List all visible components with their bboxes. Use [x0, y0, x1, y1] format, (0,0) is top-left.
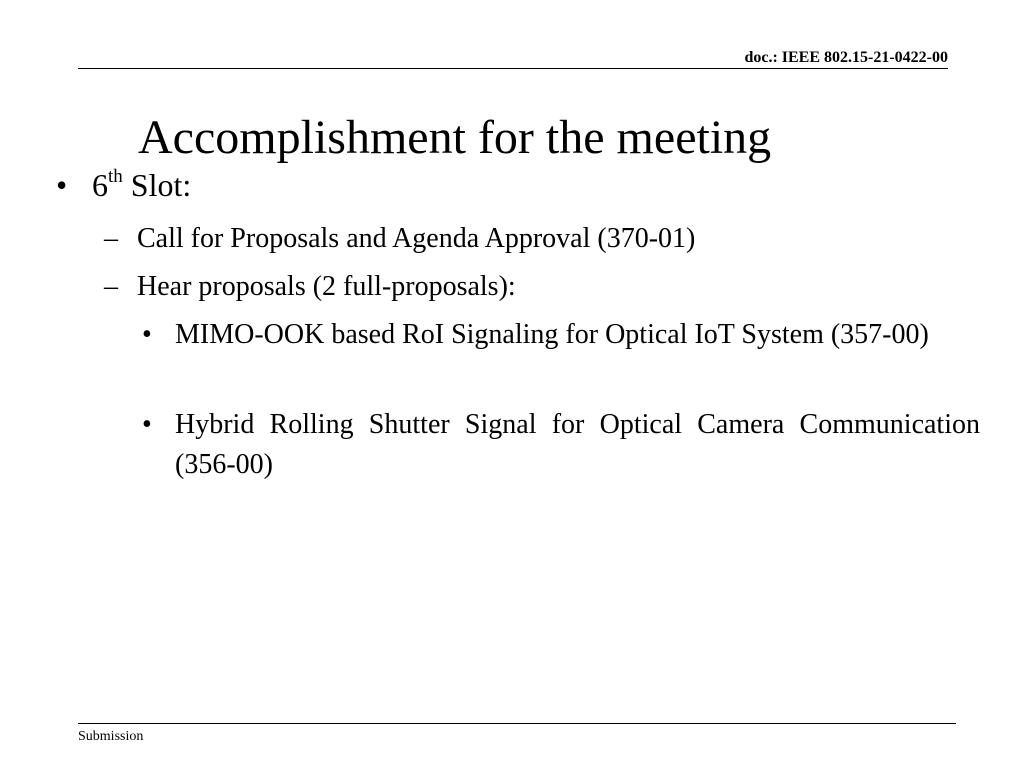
footer-submission: Submission [78, 729, 144, 744]
bullet-marker: • [56, 167, 68, 203]
proposal-item-hybrid-rolling-shutter [142, 405, 980, 485]
slot-label: Slot: [122, 167, 192, 203]
sub-item-text: Call for Proposals and Agenda Approval (370-01) [137, 223, 696, 254]
ordinal-suffix: th [108, 166, 123, 187]
proposal-text: MIMO-OOK based RoI Signaling for Optical IoT System (357-00) [175, 319, 929, 350]
bullet-marker: • [142, 319, 152, 350]
proposal-text: Hybrid Rolling Shutter Signal for Optical Camera Communication (356-00) [175, 409, 980, 480]
sub-item-text: Hear proposals (2 full-proposals): [137, 271, 516, 302]
dash-marker: – [104, 223, 118, 254]
bullet-marker: • [142, 409, 152, 440]
proposal-item-mimo-ook [142, 315, 980, 355]
slot-number: 6 [92, 167, 108, 203]
dash-marker: – [104, 271, 118, 302]
document-id: doc.: IEEE 802.15-21-0422-00 [744, 49, 948, 66]
bullet-text [92, 166, 191, 204]
slide-title: Accomplishment for the meeting [138, 111, 772, 164]
footer-divider [78, 723, 956, 724]
header-divider [78, 68, 948, 69]
